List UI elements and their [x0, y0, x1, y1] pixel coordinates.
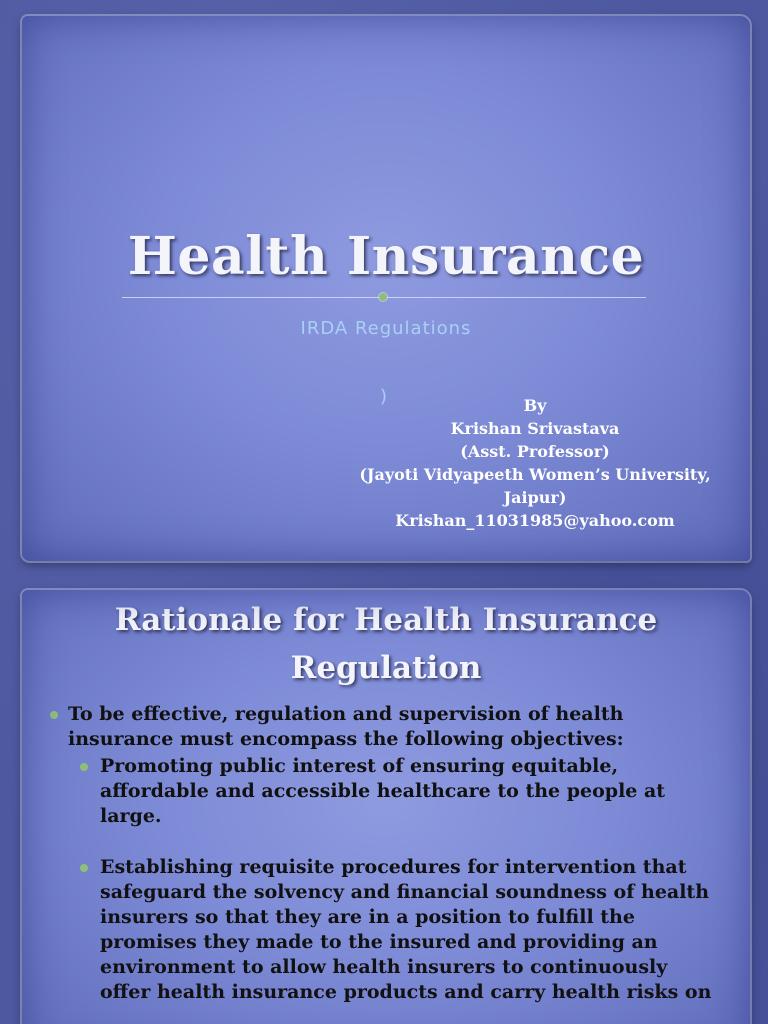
byline-line: By [523, 396, 547, 415]
sub-bullet-text: Establishing requisite procedures for intervention that safeguard the solvency and financial soundness of health insurers so that they are in a position to fulfill the promises they made to the insured and providing an environment to allow health insurers to continuously offer health insurance products and carry health risks on [100, 856, 712, 1003]
author-affiliation-city: Jaipur) [503, 488, 567, 507]
slide-heading [22, 596, 750, 692]
stray-mark: ) [380, 386, 388, 407]
slide-heading-line-1: Rationale for Health Insurance [114, 602, 658, 638]
bullet-dot-icon [50, 711, 58, 719]
author-name: Krishan Srivastava [450, 419, 620, 438]
author-position: (Asst. Professor) [460, 442, 610, 461]
bullet-dot-icon [80, 763, 88, 771]
list-item [46, 702, 720, 752]
rationale-slide [22, 590, 750, 1024]
slide-subtitle: IRDA Regulations [300, 318, 472, 339]
author-email: Krishan_11031985@yahoo.com [395, 511, 675, 530]
author-affiliation: (Jayoti Vidyapeeth Women’s University, [359, 465, 711, 484]
bullet-text: To be effective, regulation and supervision of health insurance must encompass the following objectives: [68, 703, 624, 750]
divider-dot-icon [379, 293, 387, 301]
slide-title: Health Insurance [127, 226, 645, 287]
title-slide [22, 16, 750, 561]
slide-heading-line-2: Regulation [290, 650, 482, 686]
bullet-dot-icon [80, 864, 88, 872]
list-item [46, 754, 720, 829]
list-item [46, 855, 720, 1005]
bullet-list [46, 702, 720, 1005]
author-byline [350, 394, 720, 532]
sub-bullet-text: Promoting public interest of ensuring equitable, affordable and accessible healthcare to the people at large. [100, 755, 666, 827]
